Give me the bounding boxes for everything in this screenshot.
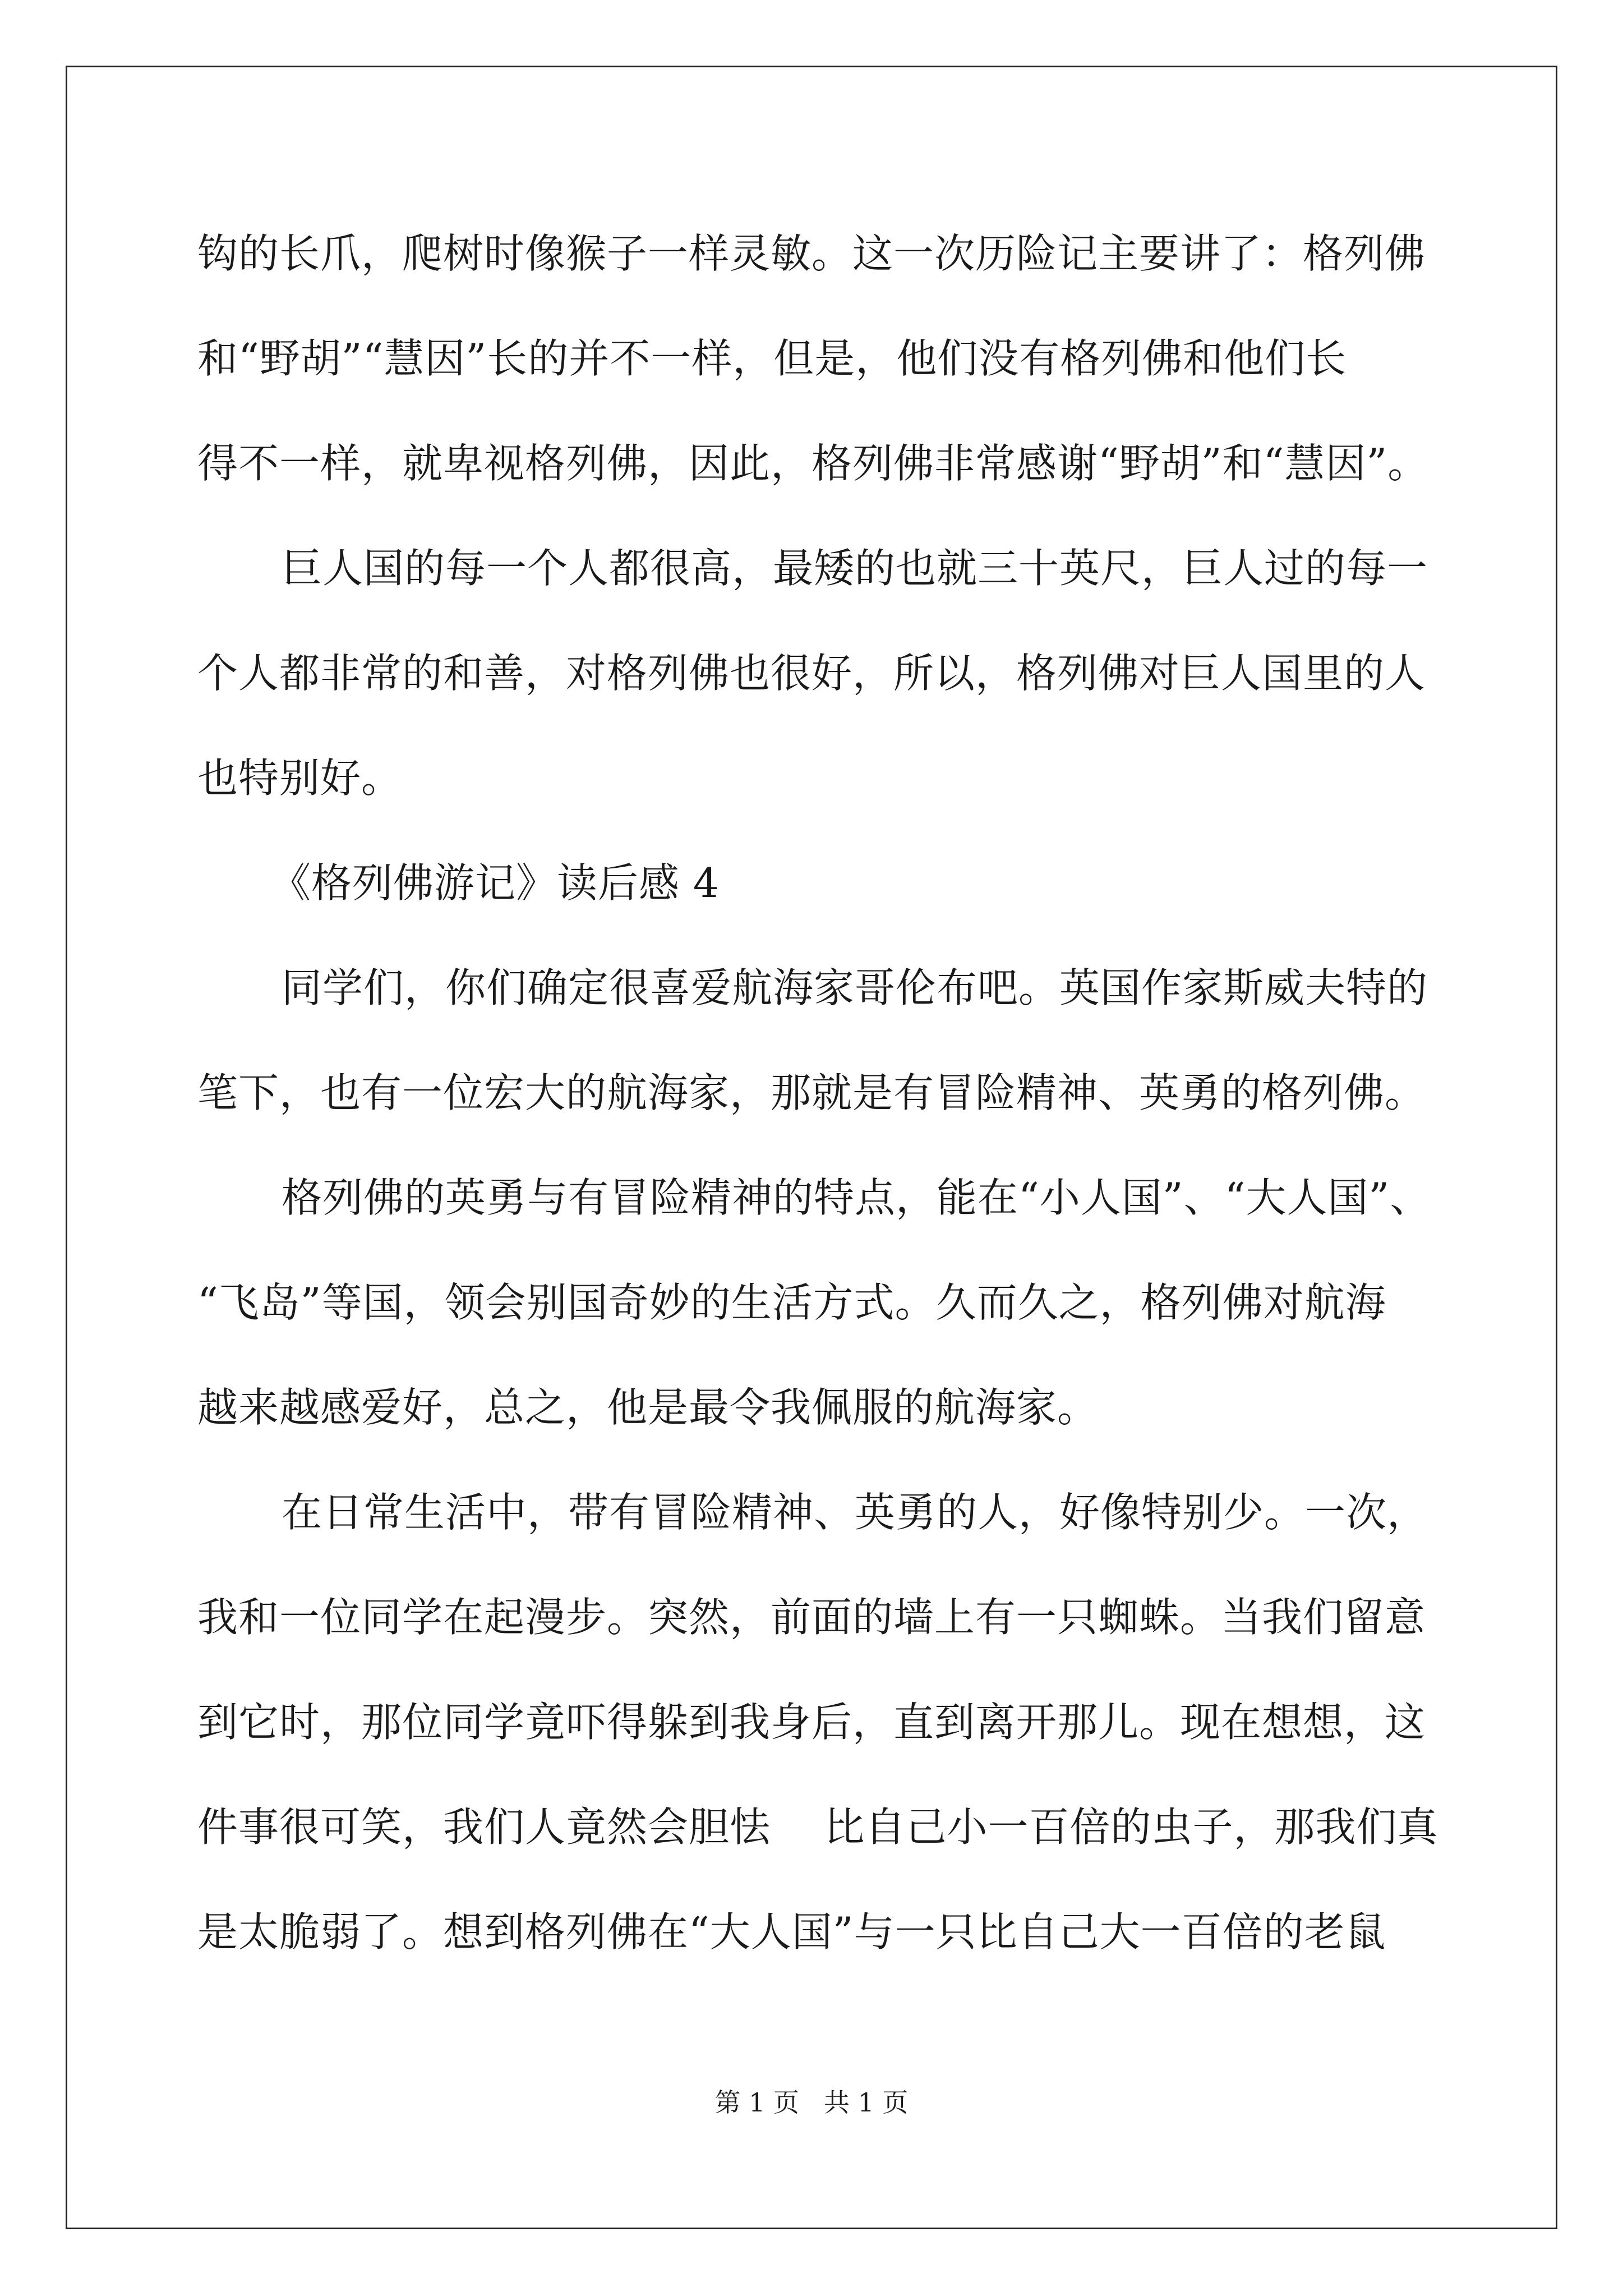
text-line: 我和一位同学在起漫步。突然，前面的墙上有一只蜘蛛。当我们留意 (197, 1594, 1426, 1641)
text-line: 笔下，也有一位宏大的航海家，那就是有冒险精神、英勇的格列佛。 (197, 1069, 1426, 1116)
paragraph-start-line: 巨人国的每一个人都很高，最矮的也就三十英尺，巨人过的每一 (282, 545, 1428, 592)
paragraph-start-line: 在日常生活中，带有冒险精神、英勇的人，好像特别少。一次， (282, 1489, 1428, 1536)
text-line: 件事很可笑，我们人竟然会胆怯 比自己小一百倍的虫子，那我们真 (197, 1803, 1438, 1851)
page-number-footer: 第 1 页 共 1 页 (714, 2087, 909, 2118)
section-heading: 《格列佛游记》读后感 4 (270, 859, 720, 907)
text-line: 越来越感爱好，总之，他是最令我佩服的航海家。 (197, 1384, 1099, 1431)
paragraph-start-line: 格列佛的英勇与有冒险精神的特点，能在“小人国”、“大人国”、 (282, 1174, 1431, 1221)
text-line: “飞岛”等国，领会别国奇妙的生活方式。久而久之，格列佛对航海 (197, 1279, 1386, 1326)
text-line: 到它时，那位同学竟吓得躲到我身后，直到离开那儿。现在想想，这 (197, 1699, 1426, 1746)
text-line: 是太脆弱了。想到格列佛在“大人国”与一只比自己大一百倍的老鼠 (197, 1908, 1386, 1955)
paragraph-start-line: 同学们，你们确定很喜爱航海家哥伦布吧。英国作家斯威夫特的 (282, 964, 1428, 1011)
text-line: 也特别好。 (197, 754, 403, 802)
text-line: 个人都非常的和善，对格列佛也很好，所以，格列佛对巨人国里的人 (197, 650, 1426, 697)
text-line: 钩的长爪，爬树时像猴子一样灵敏。这一次历险记主要讲了：格列佛 (197, 230, 1426, 277)
text-line: 和“野胡”“慧因”长的并不一样，但是，他们没有格列佛和他们长 (197, 335, 1347, 382)
document-body (197, 220, 1448, 2003)
text-line: 得不一样，就卑视格列佛，因此，格列佛非常感谢“野胡”和“慧因”。 (197, 440, 1429, 487)
